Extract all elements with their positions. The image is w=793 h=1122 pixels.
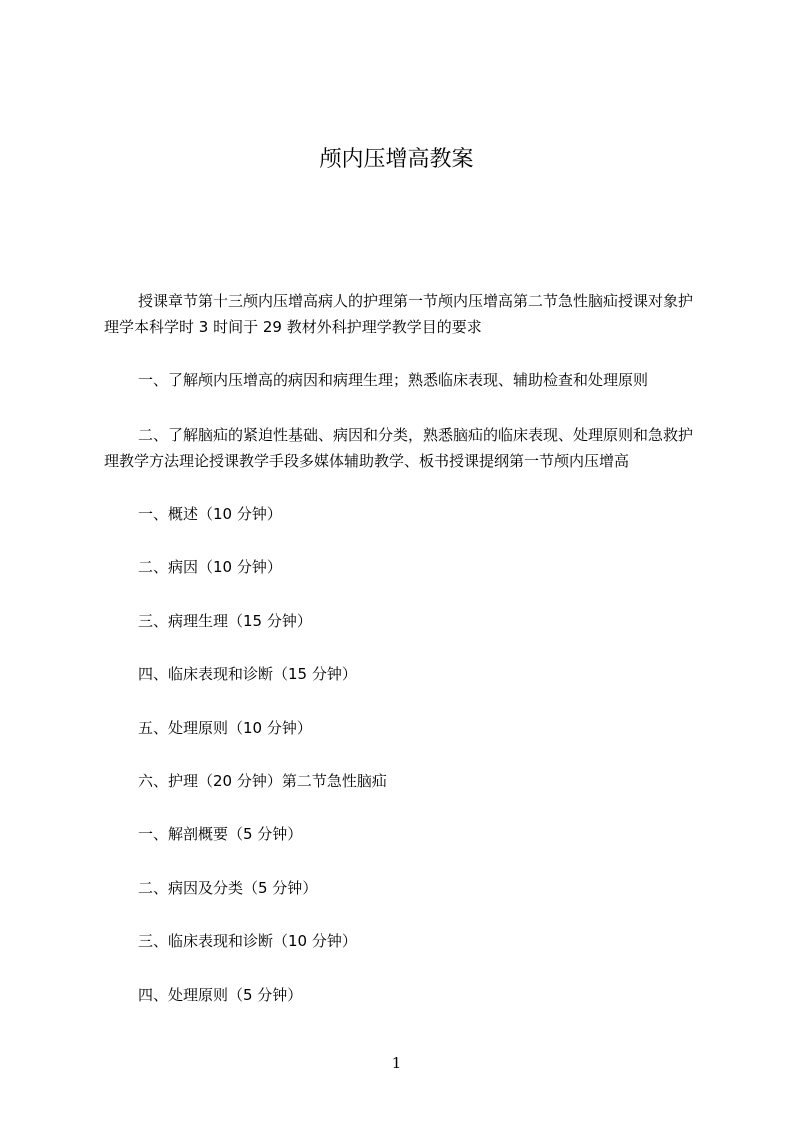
outline-item: 五、处理原则（10 分钟） bbox=[138, 719, 312, 737]
outline-item: 四、临床表现和诊断（15 分钟） bbox=[138, 665, 357, 683]
outline-item: 二、病因及分类（5 分钟） bbox=[138, 879, 318, 897]
objective-2-paragraph: 二、了解脑疝的紧迫性基础、病因和分类，熟悉脑疝的临床表现、处理原则和急救护理教学方法理论授课教学手段多媒体辅助教学、板书授课提纲第一节颅内压增高 bbox=[104, 426, 694, 470]
outline-item: 四、处理原则（5 分钟） bbox=[138, 986, 303, 1004]
course-info-paragraph: 授课章节第十三颅内压增高病人的护理第一节颅内压增高第二节急性脑疝授课对象护理学本科学时 3 时间于 29 教材外科护理学教学目的要求 bbox=[104, 292, 694, 336]
page-number: 1 bbox=[391, 1054, 402, 1072]
outline-item: 二、病因（10 分钟） bbox=[138, 558, 282, 576]
objective-1: 一、了解颅内压增高的病因和病理生理；熟悉临床表现、辅助检查和处理原则 bbox=[138, 371, 649, 389]
outline-item: 一、解剖概要（5 分钟） bbox=[138, 825, 303, 843]
outline-item: 一、概述（10 分钟） bbox=[138, 505, 282, 523]
outline-item: 三、临床表现和诊断（10 分钟） bbox=[138, 932, 357, 950]
outline-item: 六、护理（20 分钟）第二节急性脑疝 bbox=[138, 772, 387, 790]
document-title: 颅内压增高教案 bbox=[319, 147, 474, 172]
outline-item: 三、病理生理（15 分钟） bbox=[138, 612, 312, 630]
